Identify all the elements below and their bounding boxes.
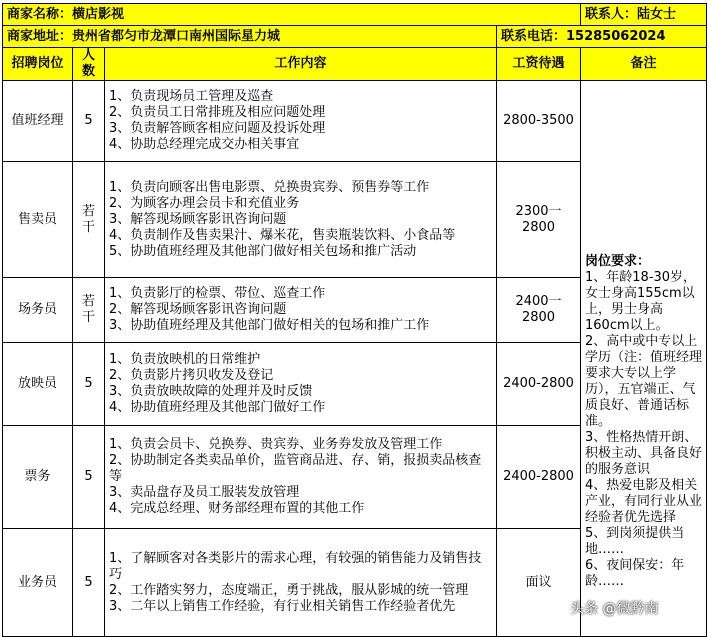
- duty-line: 2、负责影片拷贝收发及登记: [109, 368, 274, 383]
- duty-line: 1、了解顾客对各类影片的需求心理，有较强的销售能力及销售技巧: [109, 550, 482, 582]
- requirement-line: 5、到岗须提供当地……: [585, 525, 685, 557]
- job-salary: 2300一2800: [497, 162, 581, 278]
- duty-line: 4、协助值班经理及其他部门做好工作: [109, 400, 326, 415]
- merchant-address: 商家地址：贵州省都匀市龙潭口南州国际星力城: [3, 26, 497, 48]
- requirements-title: 岗位要求：: [585, 253, 651, 269]
- job-duties: [105, 278, 497, 343]
- job-salary: 面议: [497, 529, 581, 637]
- duty-line: 3、负责放映故障的处理并及时反馈: [109, 384, 313, 399]
- table-row: [3, 81, 707, 162]
- duty-line: 5、协助值班经理及其他部门做好相关包场和推广活动: [109, 243, 417, 259]
- job-position: 票务: [3, 426, 73, 529]
- duty-line: 4、协助总经理完成交办相关事宜: [109, 137, 300, 152]
- duty-line: 2、负责员工日常排班及相应问题处理: [109, 105, 326, 120]
- duty-line: 2、协助制定各类卖品单价，监管商品进、存、销，报损卖品核查等: [109, 453, 482, 484]
- recruitment-table: [2, 3, 707, 637]
- merchant-name: 商家名称：横店影视: [3, 4, 581, 26]
- duty-line: 2、为顾客办理会员卡和充值业务: [109, 195, 300, 211]
- job-count: 5: [73, 81, 105, 162]
- duty-line: 1、负责现场员工管理及巡查: [109, 89, 274, 104]
- duty-line: 3、协助值班经理及其他部门做好相关的包场和推广工作: [109, 318, 430, 333]
- duty-line: 1、负责会员卡、兑换券、贵宾券、业务券发放及管理工作: [109, 437, 443, 452]
- job-duties: [105, 162, 497, 278]
- job-position: 售卖员: [3, 162, 73, 278]
- duty-line: 1、负责放映机的日常维护: [109, 352, 261, 367]
- requirement-line: 2、高中或中专以上学历（注：值班经理要求大专以上学历），五官端正、气质良好、普通话标准。: [585, 333, 703, 429]
- duty-line: 2、解答现场顾客影讯咨询问题: [109, 302, 287, 317]
- job-count: 若干: [73, 162, 105, 278]
- header-position: 招聘岗位: [3, 48, 73, 81]
- job-salary: 2400-2800: [497, 426, 581, 529]
- duty-line: 1、负责影厅的检票、带位、巡查工作: [109, 286, 326, 301]
- requirements-cell: [581, 81, 707, 637]
- duty-line: 2、工作踏实努力，态度端正，勇于挑战，服从影城的统一管理: [109, 582, 469, 598]
- duty-line: 4、完成总经理、财务部经理布置的其他工作: [109, 501, 365, 516]
- contact-person: 联系人：陆女士: [581, 4, 707, 26]
- watermark-text: 头条 @微黔南: [570, 601, 659, 617]
- job-count: 5: [73, 529, 105, 637]
- requirement-line: 1、年龄18-30岁，女士身高155cm以上，男士身高160cm以上。: [585, 269, 697, 333]
- job-duties: [105, 426, 497, 529]
- job-duties: [105, 343, 497, 426]
- job-position: 业务员: [3, 529, 73, 637]
- duty-line: 4、负责制作及售卖果汁、爆米花，售卖瓶装饮料、小食品等: [109, 227, 456, 243]
- job-salary: 2800-3500: [497, 81, 581, 162]
- requirement-line: 6、夜间保安：年龄……: [585, 557, 685, 589]
- job-salary: 2400一2800: [497, 278, 581, 343]
- job-salary: 2400-2800: [497, 343, 581, 426]
- duty-line: 1、负责向顾客出售电影票、兑换贵宾券、预售券等工作: [109, 179, 430, 195]
- duty-line: 3、卖品盘存及员工服装发放管理: [109, 485, 300, 500]
- header-salary: 工资待遇: [497, 48, 581, 81]
- job-position: 场务员: [3, 278, 73, 343]
- job-position: 放映员: [3, 343, 73, 426]
- duty-line: 3、二年以上销售工作经验，有行业相关销售工作经验者优先: [109, 598, 456, 614]
- duty-line: 3、解答现场顾客影讯咨询问题: [109, 211, 287, 227]
- job-count: 5: [73, 426, 105, 529]
- job-count: 5: [73, 343, 105, 426]
- header-count: 人数: [73, 48, 105, 81]
- job-duties: [105, 529, 497, 637]
- header-duties: 工作内容: [105, 48, 497, 81]
- requirement-line: 3、性格热情开朗、积极主动、具备良好的服务意识: [585, 429, 703, 477]
- duty-line: 3、负责解答顾客相应问题及投诉处理: [109, 121, 326, 136]
- job-position: 值班经理: [3, 81, 73, 162]
- contact-phone: 联系电话：15285062024: [497, 26, 707, 48]
- header-notes: 备注: [581, 48, 707, 81]
- requirement-line: 4、热爱电影及相关产业，有同行业从业经验者优先选择: [585, 477, 703, 525]
- job-count: 若干: [73, 278, 105, 343]
- job-duties: [105, 81, 497, 162]
